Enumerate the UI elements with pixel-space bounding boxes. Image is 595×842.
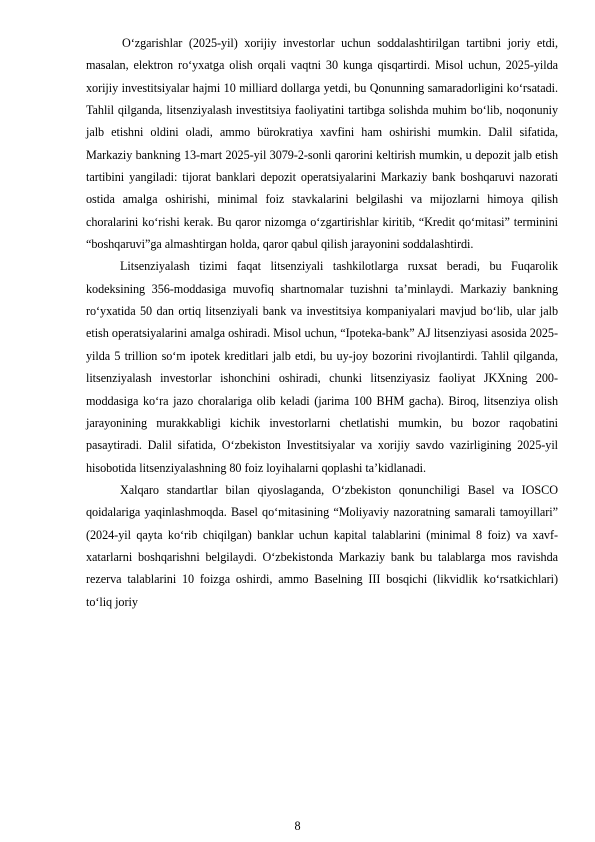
page-number: 8: [294, 819, 301, 833]
paragraph-1: O‘zgarishlar (2025-yil) xorijiy investorlar uchun soddalashtirilgan tartibni joriy etdi, masalan, elektron ro‘yxatga olish orqali vaqtni 30 kunga qisqartirdi. Misol uchun, 2025-yilda xorijiy investitsiyalar hajmi 10 milliard dollarga yetdi, bu Qonunning samaradorligini ko‘rsatadi. Tahlil qilganda, litsenziyalash investitsiya faoliyatini tartibga solishda muhim bo‘lib, noqonuniy jalb etishni oldini oladi, ammo bürokratiya xavfini ham oshirishi mumkin. Dalil sifatida, Markaziy bankning 13-mart 2025-yil 3079-2-sonli qarorini keltirish mumkin, u depozit jalb etish tartibini yangiladi: tijorat banklari depozit operatsiyalarini Markaziy bank boshqaruvi nazorati ostida amalga oshirishi, minimal foiz stavkalarini belgilashi va mijozlarni himoya qilish choralarini ko‘rishi kerak. Bu qaror nizomga o‘zgartirishlar kiritib, “Kredit qo‘mitasi” terminini “boshqaruvi”ga almashtirgan holda, qaror qabul qilish jarayonini soddalashtirdi.: [86, 36, 558, 252]
document-page: [86, 32, 558, 613]
paragraph-3: Xalqaro standartlar bilan qiyoslaganda, O‘zbekiston qonunchiligi Basel va IOSCO qoidalariga yaqinlashmoqda. Basel qo‘mitasining “Moliyaviy nazoratning samarali tamoyillari” (2024-yil qayta ko‘rib chiqilgan) banklar uchun kapital talablarini (minimal 8 foiz) va xavf-xatarlarni boshqarishni belgilaydi. O‘zbekistonda Markaziy bank bu talablarga mos ravishda rezerva talablarini 10 foizga oshirdi, ammo Baselning III bosqichi (likvidlik ko‘rsatkichlari) to‘liq joriy: [86, 482, 558, 609]
paragraph-2: Litsenziyalash tizimi faqat litsenziyali tashkilotlarga ruxsat beradi, bu Fuqarolik kodeksining 356-moddasiga muvofiq shartnomalar tuzishni ta’minlaydi. Markaziy bankning ro‘yxatida 50 dan ortiq litsenziyali bank va investitsiya kompaniyalari mavjud bo‘lib, ular jalb etish operatsiyalarini amalga oshiradi. Misol uchun, “Ipoteka-bank” AJ litsenziyasi asosida 2025-yilda 5 trillion so‘m ipotek kreditlari jalb etdi, bu uy-joy bozorini rivojlantirdi. Tahlil qilganda, litsenziyalash investorlar ishonchini oshiradi, chunki litsenziyasiz faoliyat JKXning 200-moddasiga ko‘ra jazo choralariga olib keladi (jarima 100 BHM gacha). Biroq, litsenziya olish jarayonining murakkabligi kichik investorlarni chetlatishi mumkin, bu bozor raqobatini pasaytiradi. Dalil sifatida, O‘zbekiston Investitsiyalar va xorijiy savdo vazirligining 2025-yil hisobotida litsenziyalashning 80 foiz loyihalarni qoplashi ta’kidlanadi.: [86, 259, 558, 475]
